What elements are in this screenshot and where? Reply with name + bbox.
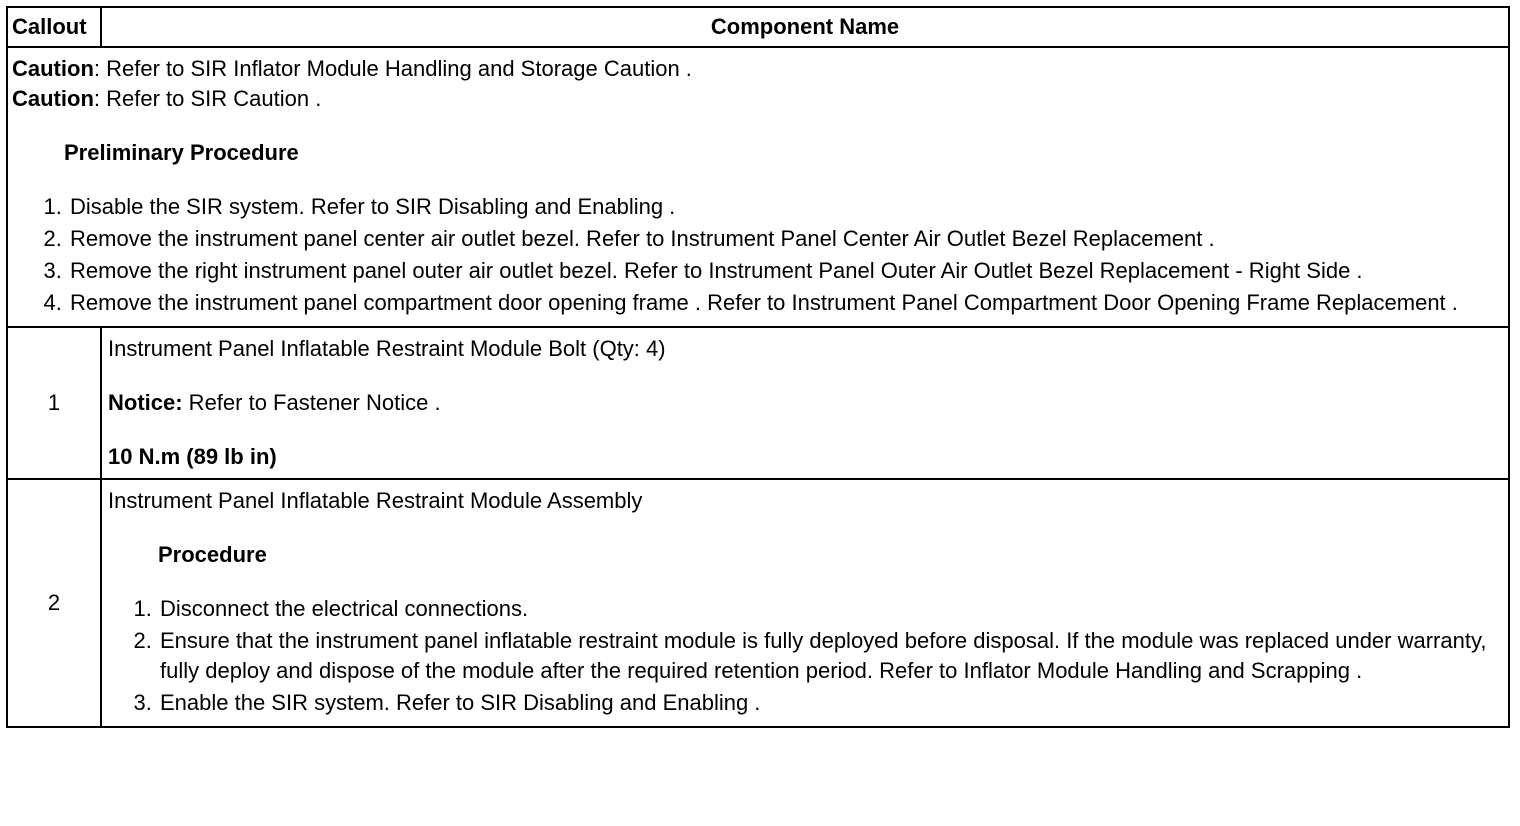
list-item: 2. Ensure that the instrument panel inflatable restraint module is fully deployed before disposal. If the module was replaced under warranty, fully deploy and dispose of the module after the required retention period. Refer to Inflator Module Handling and Scrapping . (158, 626, 1496, 686)
notice-text: Refer to Fastener Notice . (182, 390, 441, 415)
component-cell (101, 327, 1509, 479)
callout-number: 1 (7, 327, 101, 479)
component-cell (101, 479, 1509, 727)
table-header-row (7, 7, 1509, 47)
caution-label: Caution (12, 56, 94, 81)
caution-text: : Refer to SIR Inflator Module Handling and Storage Caution . (93, 56, 692, 81)
component-name-column-header: Component Name (101, 7, 1509, 47)
torque-spec: 10 N.m (89 lb in) (108, 444, 277, 469)
caution-line (12, 84, 1500, 114)
list-item: 2. Remove the instrument panel center air outlet bezel. Refer to Instrument Panel Center Air Outlet Bezel Replacement . (68, 224, 1500, 254)
component-name: Instrument Panel Inflatable Restraint Module Bolt (Qty: 4) (108, 336, 666, 361)
table-row (7, 327, 1509, 479)
list-item: 1. Disable the SIR system. Refer to SIR Disabling and Enabling . (68, 192, 1500, 222)
list-item: 1. Disconnect the electrical connections. (158, 594, 1496, 624)
preliminary-steps-list (12, 192, 1500, 318)
notice-line (108, 388, 1496, 418)
callout-column-header: Callout (7, 7, 101, 47)
intro-row (7, 47, 1509, 327)
procedure-heading: Procedure (158, 542, 267, 567)
caution-text: : Refer to SIR Caution . (93, 86, 322, 111)
preliminary-procedure-heading: Preliminary Procedure (64, 140, 299, 165)
caution-label: Caution (12, 86, 94, 111)
procedure-table (6, 6, 1510, 728)
notice-label: Notice: (108, 390, 183, 415)
caution-line (12, 54, 1500, 84)
list-item: 3. Remove the right instrument panel outer air outlet bezel. Refer to Instrument Panel Outer Air Outlet Bezel Replacement - Right Side . (68, 256, 1500, 286)
table-row (7, 479, 1509, 727)
list-item: 4. Remove the instrument panel compartment door opening frame . Refer to Instrument Panel Compartment Door Opening Frame Replacement . (68, 288, 1500, 318)
intro-cell (7, 47, 1509, 327)
list-item: 3. Enable the SIR system. Refer to SIR Disabling and Enabling . (158, 688, 1496, 718)
component-name: Instrument Panel Inflatable Restraint Module Assembly (108, 488, 643, 513)
procedure-steps-list (108, 594, 1496, 718)
callout-number: 2 (7, 479, 101, 727)
